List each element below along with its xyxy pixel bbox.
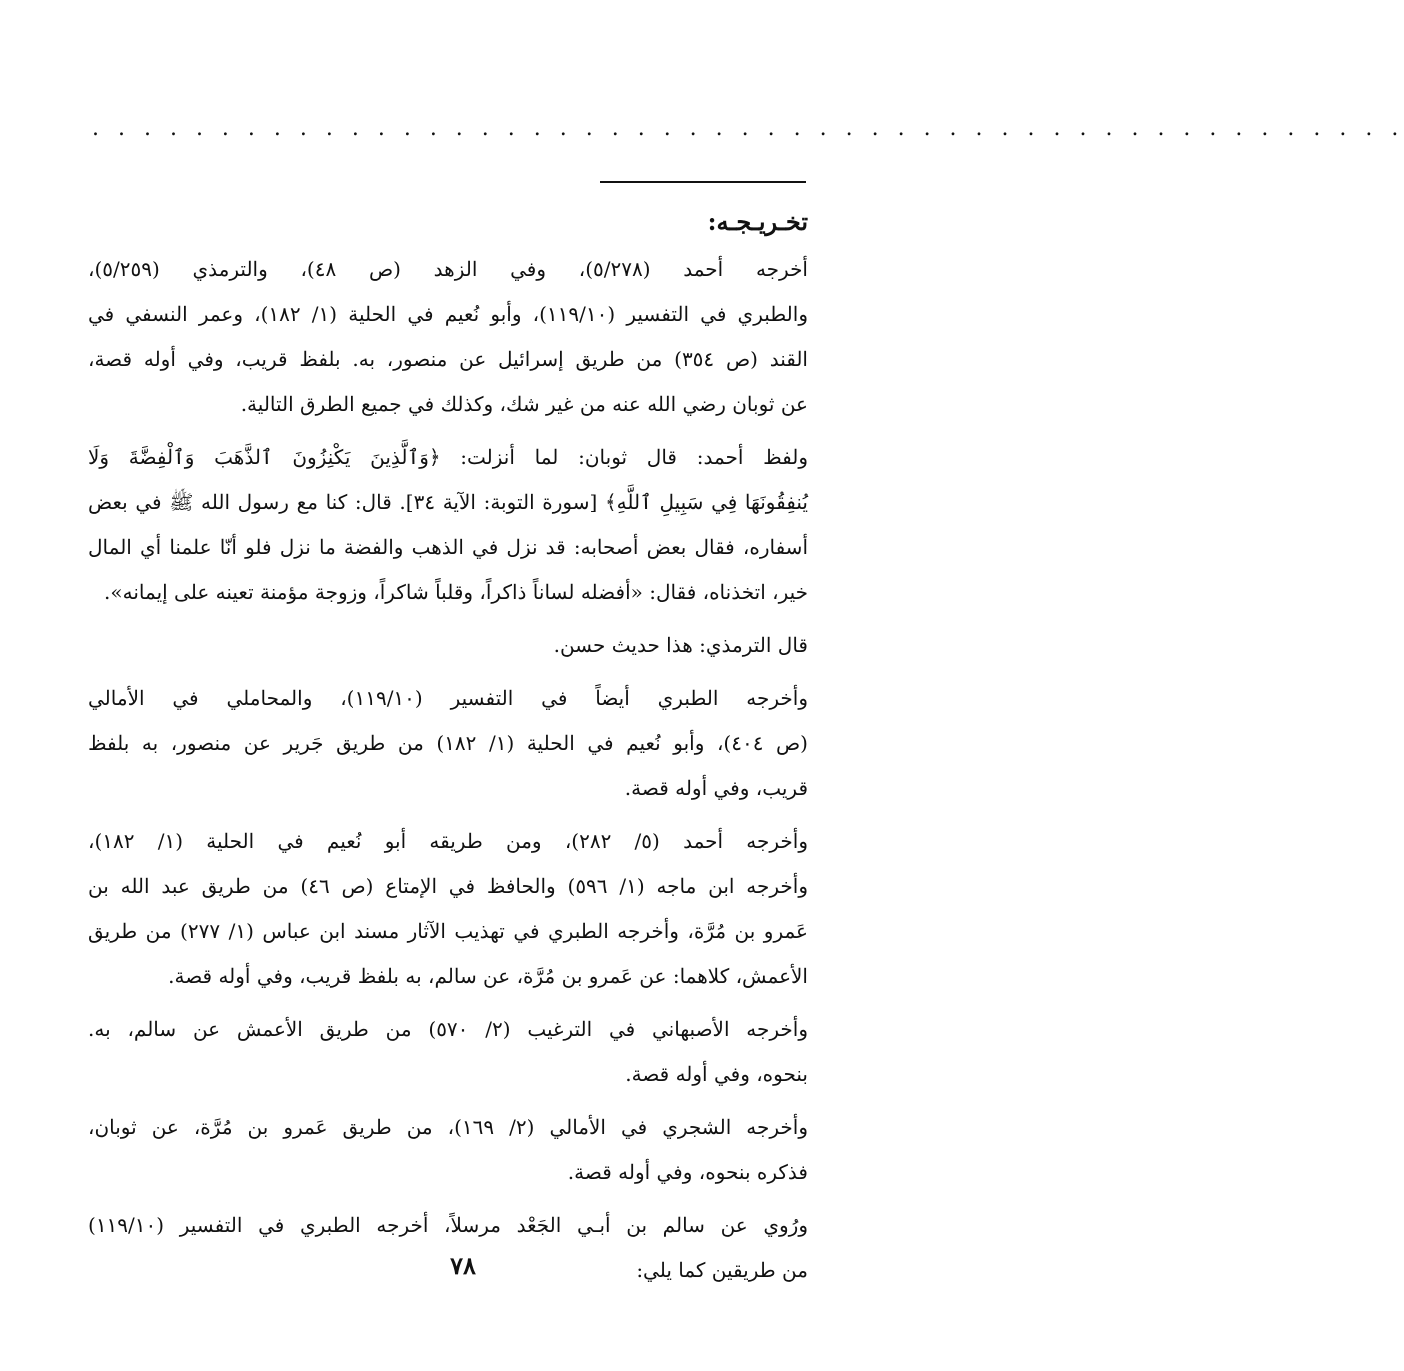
- text-line: يُنفِقُونَهَا فِي سَبِيلِ ٱللَّهِ﴾ [سورة التوبة: الآية ٣٤]. قال: كنا مع رسول الله ﷺ في بعض: [88, 490, 808, 514]
- text-line: قال الترمذي: هذا حديث حسن.: [553, 633, 808, 657]
- text-line: خير، اتخذناه، فقال: «أفضله لساناً ذاكراً، وقلباً شاكراً، وزوجة مؤمنة تعينه على إيمانه».: [104, 580, 808, 604]
- text-line: أخرجه أحمد (٥/٢٧٨)، وفي الزهد (ص ٤٨)، والترمذي (٥/٢٥٩)،: [88, 257, 808, 281]
- text-line: من طريقين كما يلي:: [636, 1258, 808, 1282]
- text-line: قريب، وفي أوله قصة.: [624, 776, 808, 800]
- text-line: بنحوه، وفي أوله قصة.: [625, 1062, 808, 1086]
- section-heading: تخـريـجـه:: [707, 207, 808, 236]
- paragraph: [88, 1105, 808, 1195]
- text-line: ورُوي عن سالم بن أبـي الجَعْد مرسلاً، أخرجه الطبري في التفسير (١١٩/١٠): [88, 1213, 808, 1237]
- paragraph: [88, 676, 808, 811]
- takhrij-text: [88, 247, 808, 1301]
- paragraph: [88, 247, 808, 427]
- paragraph: [88, 623, 808, 668]
- footnote-rule: [600, 181, 806, 183]
- page-number: ٧٨: [450, 1251, 476, 1280]
- text-line: ولفظ أحمد: قال ثوبان: لما أنزلت: ﴿وَٱلَّذِينَ يَكْنِزُونَ ٱلذَّهَبَ وَٱلْفِضَّةَ وَلَا: [88, 445, 808, 469]
- text-line: (ص ٤٠٤)، وأبو نُعيم في الحلية (١/ ١٨٢) من طريق جَرير عن منصور، به بلفظ: [88, 731, 808, 755]
- text-line: وأخرجه الأصبهاني في الترغيب (٢/ ٥٧٠) من طريق الأعمش عن سالم، به.: [88, 1017, 809, 1041]
- text-line: وأخرجه الطبري أيضاً في التفسير (١١٩/١٠)، والمحاملي في الأمالي: [88, 686, 808, 710]
- text-line: وأخرجه أحمد (٥/ ٢٨٢)، ومن طريقه أبو نُعيم في الحلية (١/ ١٨٢)،: [88, 829, 808, 853]
- text-line: الأعمش، كلاهما: عن عَمرو بن مُرَّة، عن سالم، به بلفظ قريب، وفي أوله قصة.: [168, 964, 808, 988]
- text-line: القند (ص ٣٥٤) من طريق إسرائيل عن منصور، به. بلفظ قريب، وفي أوله قصة،: [88, 347, 808, 371]
- text-line: وأخرجه الشجري في الأمالي (٢/ ١٦٩)، من طريق عَمرو بن مُرَّة، عن ثوبان،: [88, 1115, 808, 1139]
- paragraph: [88, 819, 808, 999]
- dotted-separator: . . . . . . . . . . . . . . . . . . . . . . . . . . . . . . . . . . . . . . . . . . . . . . . . . . .: [92, 116, 1404, 141]
- text-line: عَمرو بن مُرَّة، وأخرجه الطبري في تهذيب الآثار مسند ابن عباس (١/ ٢٧٧) من طريق: [88, 919, 808, 943]
- paragraph: [88, 1007, 808, 1097]
- text-line: وأخرجه ابن ماجه (١/ ٥٩٦) والحافظ في الإمتاع (ص ٤٦) من طريق عبد الله بن: [88, 874, 808, 898]
- text-line: عن ثوبان رضي الله عنه من غير شك، وكذلك في جميع الطرق التالية.: [240, 392, 808, 416]
- text-line: أسفاره، فقال بعض أصحابه: قد نزل في الذهب والفضة ما نزل فلو أنّا علمنا أي المال: [88, 535, 808, 559]
- text-line: فذكره بنحوه، وفي أوله قصة.: [567, 1160, 808, 1184]
- paragraph: [88, 435, 808, 615]
- text-line: والطبري في التفسير (١١٩/١٠)، وأبو نُعيم في الحلية (١/ ١٨٢)، وعمر النسفي في: [88, 302, 808, 326]
